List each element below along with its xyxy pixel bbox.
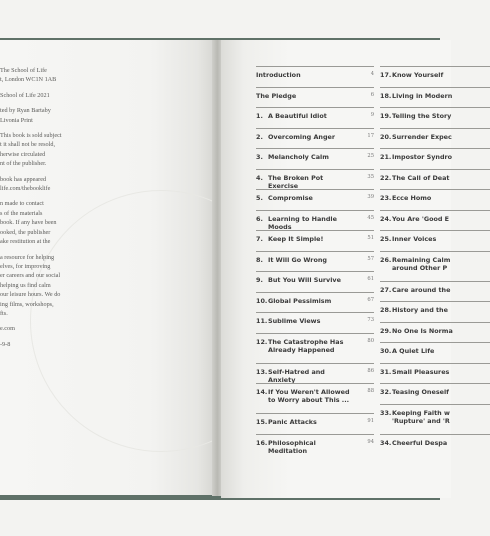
- imprint-paragraph: This book is sold subject t it shall not be resold, herwise circulated nt of the publisher.: [0, 132, 62, 168]
- chapter-number: 30.: [380, 347, 392, 355]
- chapter-number: 24.: [380, 214, 392, 223]
- chapter-number: 17.: [380, 71, 392, 79]
- contents-entry: [380, 434, 490, 455]
- contents-entry: [256, 189, 374, 210]
- imprint-paragraph: e.com: [0, 325, 15, 333]
- chapter-title: Telling the Story: [392, 112, 452, 120]
- page-number: 94: [367, 438, 374, 445]
- chapter-title: Overcoming Anger: [268, 132, 336, 141]
- contents-entry: [380, 189, 490, 210]
- chapter-number: 12.: [256, 337, 268, 346]
- contents-entry: [256, 107, 374, 128]
- contents-entry: [380, 107, 490, 128]
- contents-entry: [256, 312, 374, 333]
- chapter-title: Panic Attacks: [268, 418, 317, 426]
- chapter-title: Small Pleasures: [392, 367, 450, 376]
- chapter-title: History and the: [392, 306, 448, 314]
- chapter-number: 34.: [380, 438, 392, 447]
- chapter-title: Living in Modern: [392, 91, 453, 100]
- contents-entry: [380, 251, 490, 281]
- imprint-paragraph: ted by Ryan Bartaby Livonia Print: [0, 107, 51, 124]
- contents-entry: [256, 271, 374, 292]
- chapter-number: 19.: [380, 112, 392, 120]
- contents-entry: [380, 342, 490, 363]
- contents-column-right: [380, 66, 490, 454]
- page-number: 67: [367, 296, 374, 303]
- page-number: 88: [367, 388, 374, 394]
- contents-entry: [256, 413, 374, 434]
- chapter-number: 23.: [380, 194, 392, 202]
- contents-entry: [256, 230, 374, 251]
- chapter-title: A Beautiful Idiot: [268, 112, 327, 120]
- imprint-paragraph: book has appeared life.com/thebooklife: [0, 175, 51, 193]
- chapter-number: 29.: [380, 326, 392, 335]
- copyright-imprint-text: [0, 66, 200, 355]
- page-number: 86: [367, 367, 374, 374]
- chapter-number: 20.: [380, 132, 392, 141]
- chapter-title: Self-Hatred and Anxiety: [268, 367, 325, 384]
- page-number: 4: [370, 71, 374, 77]
- contents-entry: [256, 66, 374, 87]
- chapter-title: Care around the: [392, 285, 451, 294]
- page-number: 73: [367, 317, 374, 323]
- chapter-title: Keep It Simple!: [268, 235, 324, 243]
- chapter-number: 11.: [256, 317, 268, 325]
- contents-entry: [256, 128, 374, 149]
- imprint-paragraph: School of Life 2021: [0, 91, 50, 99]
- chapter-title: A Quiet Life: [392, 347, 435, 355]
- chapter-number: 13.: [256, 367, 268, 376]
- imprint-paragraph: a resource for helping elves, for improving er careers and our social helping us find calm our leisure hours. We do ing films, workshops, fts.: [0, 253, 61, 317]
- chapter-title: Ecce Homo: [392, 194, 432, 202]
- contents-entry: [256, 333, 374, 363]
- chapter-number: 2.: [256, 132, 263, 141]
- chapter-title: If You Weren't Allowed to Worry about This ...: [268, 388, 350, 405]
- page-number: 39: [367, 194, 374, 200]
- chapter-title: Sublime Views: [268, 317, 321, 325]
- chapter-title: The Pledge: [256, 91, 297, 100]
- chapter-number: 21.: [380, 153, 392, 161]
- chapter-title: Keeping Faith w 'Rupture' and 'R: [392, 408, 450, 425]
- imprint-paragraph: n made to contact s of the materials book. If any have been ooked, the publisher ake restitution at the: [0, 200, 57, 246]
- imprint-paragraph: -9-8: [0, 340, 11, 348]
- chapter-title: Know Yourself: [392, 71, 444, 79]
- contents-entry: [256, 210, 374, 231]
- chapter-number: 32.: [380, 388, 392, 396]
- page-number: 45: [367, 214, 374, 221]
- chapter-number: 25.: [380, 235, 392, 243]
- chapter-number: 33.: [380, 408, 392, 417]
- page-number: 17: [367, 132, 374, 139]
- chapter-title: Impostor Syndro: [392, 153, 453, 161]
- contents-entry: [256, 363, 374, 384]
- chapter-number: 14.: [256, 388, 268, 396]
- contents-entry: [380, 148, 490, 169]
- chapter-number: 1.: [256, 112, 263, 120]
- page-number: 9: [370, 112, 374, 118]
- contents-entry: [380, 281, 490, 302]
- chapter-number: 4.: [256, 173, 263, 182]
- contents-entry: [380, 66, 490, 87]
- contents-entry: [256, 434, 374, 455]
- chapter-title: The Broken Pot Exercise: [268, 173, 324, 190]
- chapter-title: Teasing Oneself: [392, 388, 449, 396]
- chapter-title: Compromise: [268, 194, 313, 202]
- chapter-number: 8.: [256, 255, 263, 264]
- chapter-number: 10.: [256, 296, 268, 305]
- chapter-title: But You Will Survive: [268, 276, 341, 284]
- chapter-title: Inner Voices: [392, 235, 437, 243]
- contents-entry: [256, 148, 374, 169]
- chapter-number: 3.: [256, 153, 263, 161]
- contents-entry: [380, 322, 490, 343]
- page-number: 61: [367, 276, 374, 282]
- chapter-title: Cheerful Despa: [392, 438, 448, 447]
- chapter-title: Surrender Expec: [392, 132, 452, 141]
- chapter-number: 28.: [380, 306, 392, 314]
- contents-entry: [380, 363, 490, 384]
- contents-entry: [380, 169, 490, 190]
- page-number: 57: [367, 255, 374, 262]
- contents-entry: [380, 404, 490, 434]
- chapter-title: You Are 'Good E: [392, 214, 450, 223]
- contents-entry: [380, 210, 490, 231]
- contents-entry: [380, 128, 490, 149]
- chapter-number: 22.: [380, 173, 392, 182]
- contents-entry: [256, 292, 374, 313]
- chapter-number: 27.: [380, 285, 392, 294]
- chapter-title: No One Is Norma: [392, 326, 453, 335]
- page-number: 6: [370, 91, 374, 98]
- page-number: 35: [367, 173, 374, 180]
- chapter-title: It Will Go Wrong: [268, 255, 327, 264]
- contents-entry: [380, 87, 490, 108]
- chapter-number: 16.: [256, 438, 268, 447]
- chapter-title: Global Pessimism: [268, 296, 332, 305]
- page-number: 51: [367, 235, 374, 241]
- contents-entry: [380, 230, 490, 251]
- chapter-title: The Call of Deat: [392, 173, 450, 182]
- chapter-title: Philosophical Meditation: [268, 438, 316, 455]
- page-number: 25: [367, 153, 374, 159]
- chapter-number: 5.: [256, 194, 263, 202]
- imprint-paragraph: The School of Life t, London WC1N 1AB: [0, 67, 57, 84]
- chapter-number: 9.: [256, 276, 263, 284]
- contents-entry: [256, 251, 374, 272]
- chapter-number: 18.: [380, 91, 392, 100]
- contents-entry: [256, 169, 374, 190]
- page-number: 91: [367, 418, 374, 424]
- contents-entry: [380, 383, 490, 404]
- contents-column-left: [256, 66, 374, 454]
- contents-entry: [256, 383, 374, 413]
- chapter-title: Introduction: [256, 71, 301, 79]
- page-number: 80: [367, 337, 374, 344]
- chapter-title: The Catastrophe Has Already Happened: [268, 337, 344, 354]
- chapter-number: 15.: [256, 418, 268, 426]
- chapter-number: 31.: [380, 367, 392, 376]
- contents-entry: [380, 301, 490, 322]
- chapter-number: 26.: [380, 255, 392, 264]
- contents-entry: [256, 87, 374, 108]
- chapter-number: 7.: [256, 235, 263, 243]
- chapter-number: 6.: [256, 214, 263, 223]
- chapter-title: Learning to Handle Moods: [268, 214, 337, 231]
- chapter-title: Remaining Calm around Other P: [392, 255, 451, 272]
- chapter-title: Melancholy Calm: [268, 153, 329, 161]
